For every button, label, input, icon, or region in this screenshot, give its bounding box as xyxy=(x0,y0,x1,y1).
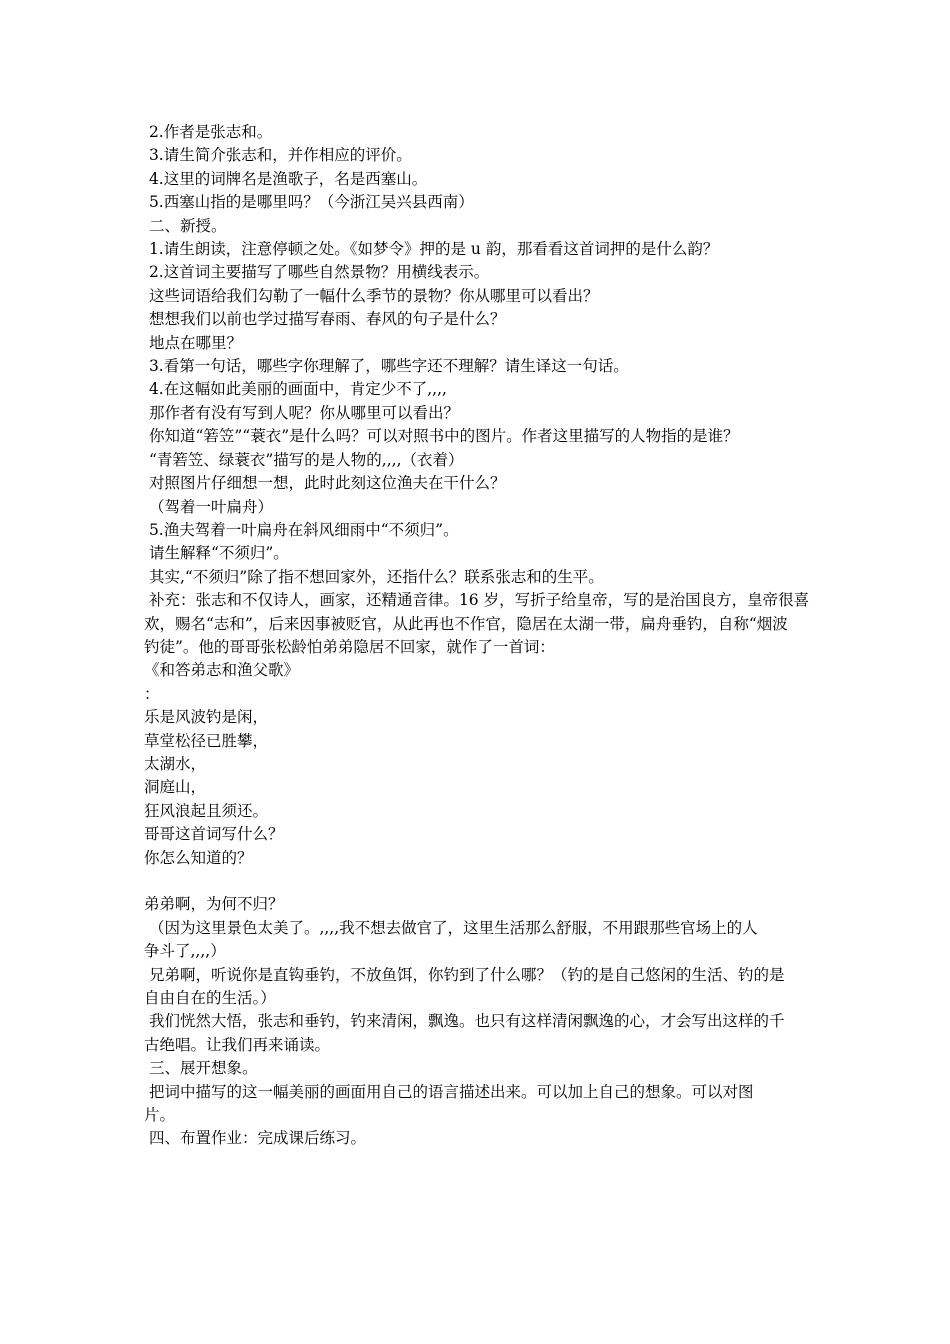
poem-line: 草堂松径已胜攀， xyxy=(144,731,269,750)
text-line: 争斗了,,,,） xyxy=(144,942,226,961)
text-line: 这些词语给我们勾勒了一幅什么季节的景物？你从哪里可以看出？ xyxy=(144,286,599,305)
section-heading: 三、展开想象。 xyxy=(144,1059,258,1078)
text-line: 3.看第一句话，哪些字你理解了，哪些字还不理解？请生译这一句话。 xyxy=(144,357,629,376)
text-line: 你知道“箬笠”“蓑衣”是什么吗？可以对照书中的图片。作者这里描写的人物指的是谁？ xyxy=(144,427,739,446)
text-line: 哥哥这首词写什么？ xyxy=(144,825,284,844)
poem-line: 太湖水， xyxy=(144,754,207,773)
text-line: 我们恍然大悟，张志和垂钓，钓来清闲，飘逸。也只有这样清闲飘逸的心，才会写出这样的千 xyxy=(144,1012,785,1031)
text-line: 钓徒”。他的哥哥张松龄怕弟弟隐居不回家，就作了一首词： xyxy=(144,637,555,656)
text-line: 请生解释“不须归”。 xyxy=(144,544,289,563)
text-line: 补充：张志和不仅诗人，画家，还精通音律。16 岁，写折子给皇帝，写的是治国良方，皇帝很喜 xyxy=(144,591,810,610)
text-line: 古绝唱。让我们再来诵读。 xyxy=(144,1035,331,1054)
text-line: 1.请生朗读，注意停顿之处。《如梦令》押的是 u 韵，那看看这首词押的是什么韵？ xyxy=(144,240,719,259)
poem-title: 《和答弟志和渔父歌》 xyxy=(144,661,300,680)
section-heading: 四、布置作业：完成课后练习。 xyxy=(144,1129,366,1148)
section-heading: 二、新授。 xyxy=(144,216,227,235)
text-line: 2.这首词主要描写了哪些自然景物？用横线表示。 xyxy=(144,263,490,282)
poem-line: 狂风浪起且须还。 xyxy=(144,801,269,820)
text-line: （驾着一叶扁舟） xyxy=(144,497,273,516)
text-line: 其实,“不须归”除了指不想回家外，还指什么？联系张志和的生平。 xyxy=(144,567,604,586)
poem-line: 洞庭山， xyxy=(144,778,207,797)
text-line: 片。 xyxy=(144,1106,176,1125)
document-body xyxy=(144,121,814,1151)
text-line: 地点在哪里？ xyxy=(144,333,242,352)
poem-line: 乐是风波钓是闲， xyxy=(144,708,269,727)
text-line: 5.渔夫驾着一叶扁舟在斜风细雨中“不须归”。 xyxy=(144,520,459,539)
text-line: 弟弟啊，为何不归？ xyxy=(144,895,284,914)
text-line: 你怎么知道的？ xyxy=(144,848,253,867)
text-line: 4.这里的词牌名是渔歌子，名是西塞山。 xyxy=(144,169,428,188)
text-line: 兄弟啊，听说你是直钩垂钓，不放鱼饵，你钓到了什么哪？（钓的是自己悠闲的生活、钓的是 xyxy=(144,965,785,984)
text-line: 5.西塞山指的是哪里吗？（今浙江吴兴县西南） xyxy=(144,193,474,212)
blank-line xyxy=(144,870,814,893)
text-line: 4.在这幅如此美丽的画面中，肯定少不了,,,, xyxy=(144,380,447,399)
text-line: 对照图片仔细想一想，此时此刻这位渔夫在干什么？ xyxy=(144,474,506,493)
text-line: 3.请生简介张志和，并作相应的评价。 xyxy=(144,146,412,165)
text-line: （因为这里景色太美了。,,,,我不想去做官了，这里生活那么舒服，不用跟那些官场上的人 xyxy=(144,918,758,937)
text-line: “青箬笠、绿蓑衣”描写的是人物的,,,,（衣着） xyxy=(144,450,464,469)
text-line: 那作者有没有写到人呢？你从哪里可以看出？ xyxy=(144,403,459,422)
text-line: 把词中描写的这一幅美丽的画面用自己的语言描述出来。可以加上自己的想象。可以对图 xyxy=(144,1082,754,1101)
text-line: 2.作者是张志和。 xyxy=(144,123,273,141)
text-line: 想想我们以前也学过描写春雨、春风的句子是什么？ xyxy=(144,310,506,329)
text-line: 欢，赐名“志和”，后来因事被贬官，从此再也不作官，隐居在太湖一带，扁舟垂钓，自称“烟波 xyxy=(144,614,788,633)
text-line: 自由自在的生活。） xyxy=(144,989,276,1008)
text-line: ： xyxy=(144,684,160,703)
